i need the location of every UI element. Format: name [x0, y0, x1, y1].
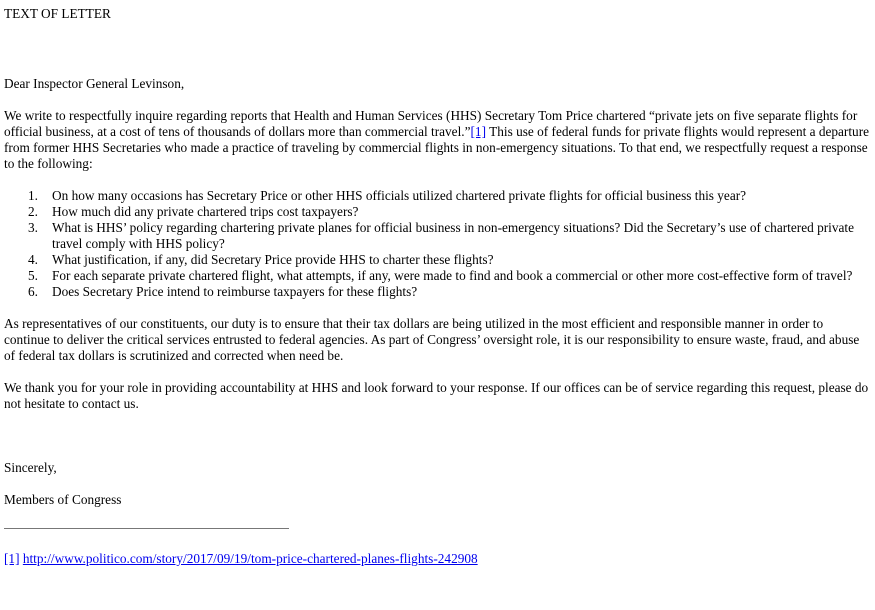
footnote-divider: [4, 528, 289, 529]
question-list: [4, 188, 870, 300]
question-item: [4, 204, 870, 220]
question-item: [4, 252, 870, 268]
question-text: How much did any private chartered trips cost taxpayers?: [52, 204, 359, 219]
thanks-paragraph: We thank you for your role in providing accountability at HHS and look forward to your response. If our offices can be of service regarding this request, please do not hesitate to contact us.: [4, 380, 869, 411]
intro-text-after-ref: This use of federal funds for private flights would represent a departure from former HHS Secretaries who made a practice of traveling by commercial flights in non-emergency situations. To that end, we respectfully request a response to the following:: [4, 124, 870, 171]
question-number: 1.: [28, 188, 38, 203]
question-number: 4.: [28, 252, 38, 267]
question-text: What justification, if any, did Secretary Price provide HHS to charter these flights?: [52, 252, 494, 267]
intro-text-before-ref: We write to respectfully inquire regarding reports that Health and Human Services (HHS) Secretary Tom Price chartered “private jets on five separate flights for official business, at a cost of tens of thousands of dollars more than commercial travel.”: [4, 108, 858, 139]
footnote-url-link[interactable]: http://www.politico.com/story/2017/09/19/tom-price-chartered-planes-flights-242908: [22, 551, 478, 566]
footnote-anchor-link[interactable]: [1]: [4, 551, 20, 566]
question-number: 6.: [28, 284, 38, 299]
question-text: What is HHS’ policy regarding chartering private planes for official business in non-emergency situations? Did the Secretary’s use of chartered private travel comply with HHS policy?: [52, 220, 854, 251]
letter-heading: TEXT OF LETTER: [4, 6, 111, 21]
intro-paragraph: [4, 108, 870, 172]
question-number: 5.: [28, 268, 38, 283]
question-item: [4, 220, 870, 252]
question-number: 3.: [28, 220, 38, 235]
question-item: [4, 284, 870, 300]
oversight-paragraph: As representatives of our constituents, our duty is to ensure that their tax dollars are being utilized in the most efficient and responsible manner in order to continue to deliver the critical services entrusted to federal agencies. As part of Congress’ oversight role, it is our responsibility to ensure waste, fraud, and abuse of federal tax dollars is scrutinized and corrected when need be.: [4, 316, 860, 363]
question-text: Does Secretary Price intend to reimburse taxpayers for these flights?: [52, 284, 418, 299]
signature: Members of Congress: [4, 492, 122, 507]
closing: Sincerely,: [4, 460, 57, 475]
letter-page: [4, 6, 870, 567]
question-item: [4, 188, 870, 204]
question-number: 2.: [28, 204, 38, 219]
question-text: For each separate private chartered flight, what attempts, if any, were made to find and book a commercial or other more cost-effective form of travel?: [52, 268, 853, 283]
salutation: Dear Inspector General Levinson,: [4, 76, 185, 91]
footnote: [4, 551, 870, 567]
footnote-ref-link[interactable]: [1]: [470, 124, 487, 139]
question-text: On how many occasions has Secretary Price or other HHS officials utilized chartered private flights for official business this year?: [52, 188, 747, 203]
question-item: [4, 268, 870, 284]
